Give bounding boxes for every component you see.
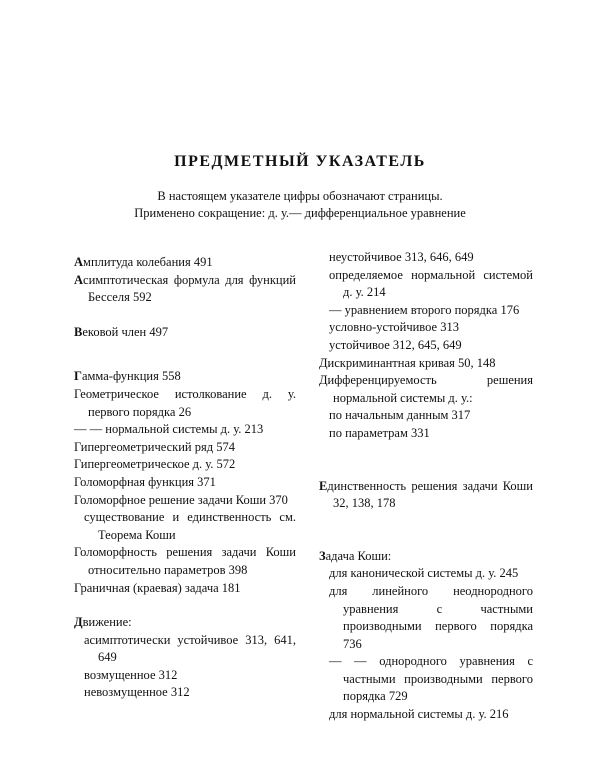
index-subentry: по начальным данным 317 <box>329 408 471 423</box>
index-entry: Гипергеометрический ряд 574 <box>74 439 235 454</box>
index-entry: Вековой член 497 <box>74 324 169 339</box>
index-subentry: определяемое нормальной системой д. у. 214 <box>329 267 533 300</box>
index-entry: Голоморфная функция 371 <box>74 474 216 489</box>
index-entry: Граничная (краевая) задача 181 <box>74 580 241 595</box>
index-entry: Асимптотическая формула для функций Бесселя 592 <box>74 272 296 305</box>
index-entry: Дифференцируемость решения нормальной системы д. у.: <box>319 373 533 405</box>
index-subentry: существование и единственность см. Теорема Коши <box>84 510 296 542</box>
index-entry: Гипергеометрическое д. у. 572 <box>74 457 236 472</box>
index-subentry: условно-устойчивое 313 <box>329 320 459 335</box>
index-subentry: невозмущенное 312 <box>84 685 190 700</box>
index-subentry: для нормальной системы д. у. 216 <box>329 707 509 722</box>
intro-line-1: В настоящем указателе цифры обозначают страницы. <box>157 189 443 203</box>
index-subentry: — — однородного уравнения с частными производными первого порядка 729 <box>329 654 533 704</box>
index-subentry: неустойчивое 313, 646, 649 <box>329 250 474 264</box>
index-subentry: устойчивое 312, 645, 649 <box>329 337 462 352</box>
index-column-right <box>319 249 533 724</box>
index-entry: Голоморфное решение задачи Коши 370 <box>74 492 288 507</box>
index-subentry: возмущенное 312 <box>84 667 178 682</box>
index-entry: Гамма-функция 558 <box>74 369 181 384</box>
index-column-left <box>74 254 296 702</box>
index-entry: Задача Коши: <box>319 548 392 563</box>
index-subentry: асимптотически устойчивое 313, 641, 649 <box>84 632 296 665</box>
index-subentry: для канонической системы д. у. 245 <box>329 566 519 581</box>
index-subentry: для линейного неоднородного уравнения с частными производными первого порядка 736 <box>329 583 533 651</box>
index-subentry: по параметрам 331 <box>329 425 430 440</box>
index-entry: — — нормальной системы д. у. 213 <box>74 422 264 437</box>
index-entry: Единственность решения задачи Коши 32, 138, 178 <box>319 478 533 511</box>
index-entry: Движение: <box>74 615 132 630</box>
intro-line-2: Применено сокращение: д. у.— дифференциальное уравнение <box>134 206 466 220</box>
index-entry: Геометрическое истолкование д. у. первого порядка 26 <box>74 386 296 419</box>
index-entry: Амплитуда колебания 491 <box>74 255 213 269</box>
index-entry: Голоморфность решения задачи Коши относительно параметров 398 <box>74 545 296 577</box>
index-entry: Дискриминантная кривая 50, 148 <box>319 355 496 370</box>
index-subentry: — уравнением второго порядка 176 <box>329 302 520 317</box>
page-title: ПРЕДМЕТНЫЙ УКАЗАТЕЛЬ <box>174 153 426 170</box>
